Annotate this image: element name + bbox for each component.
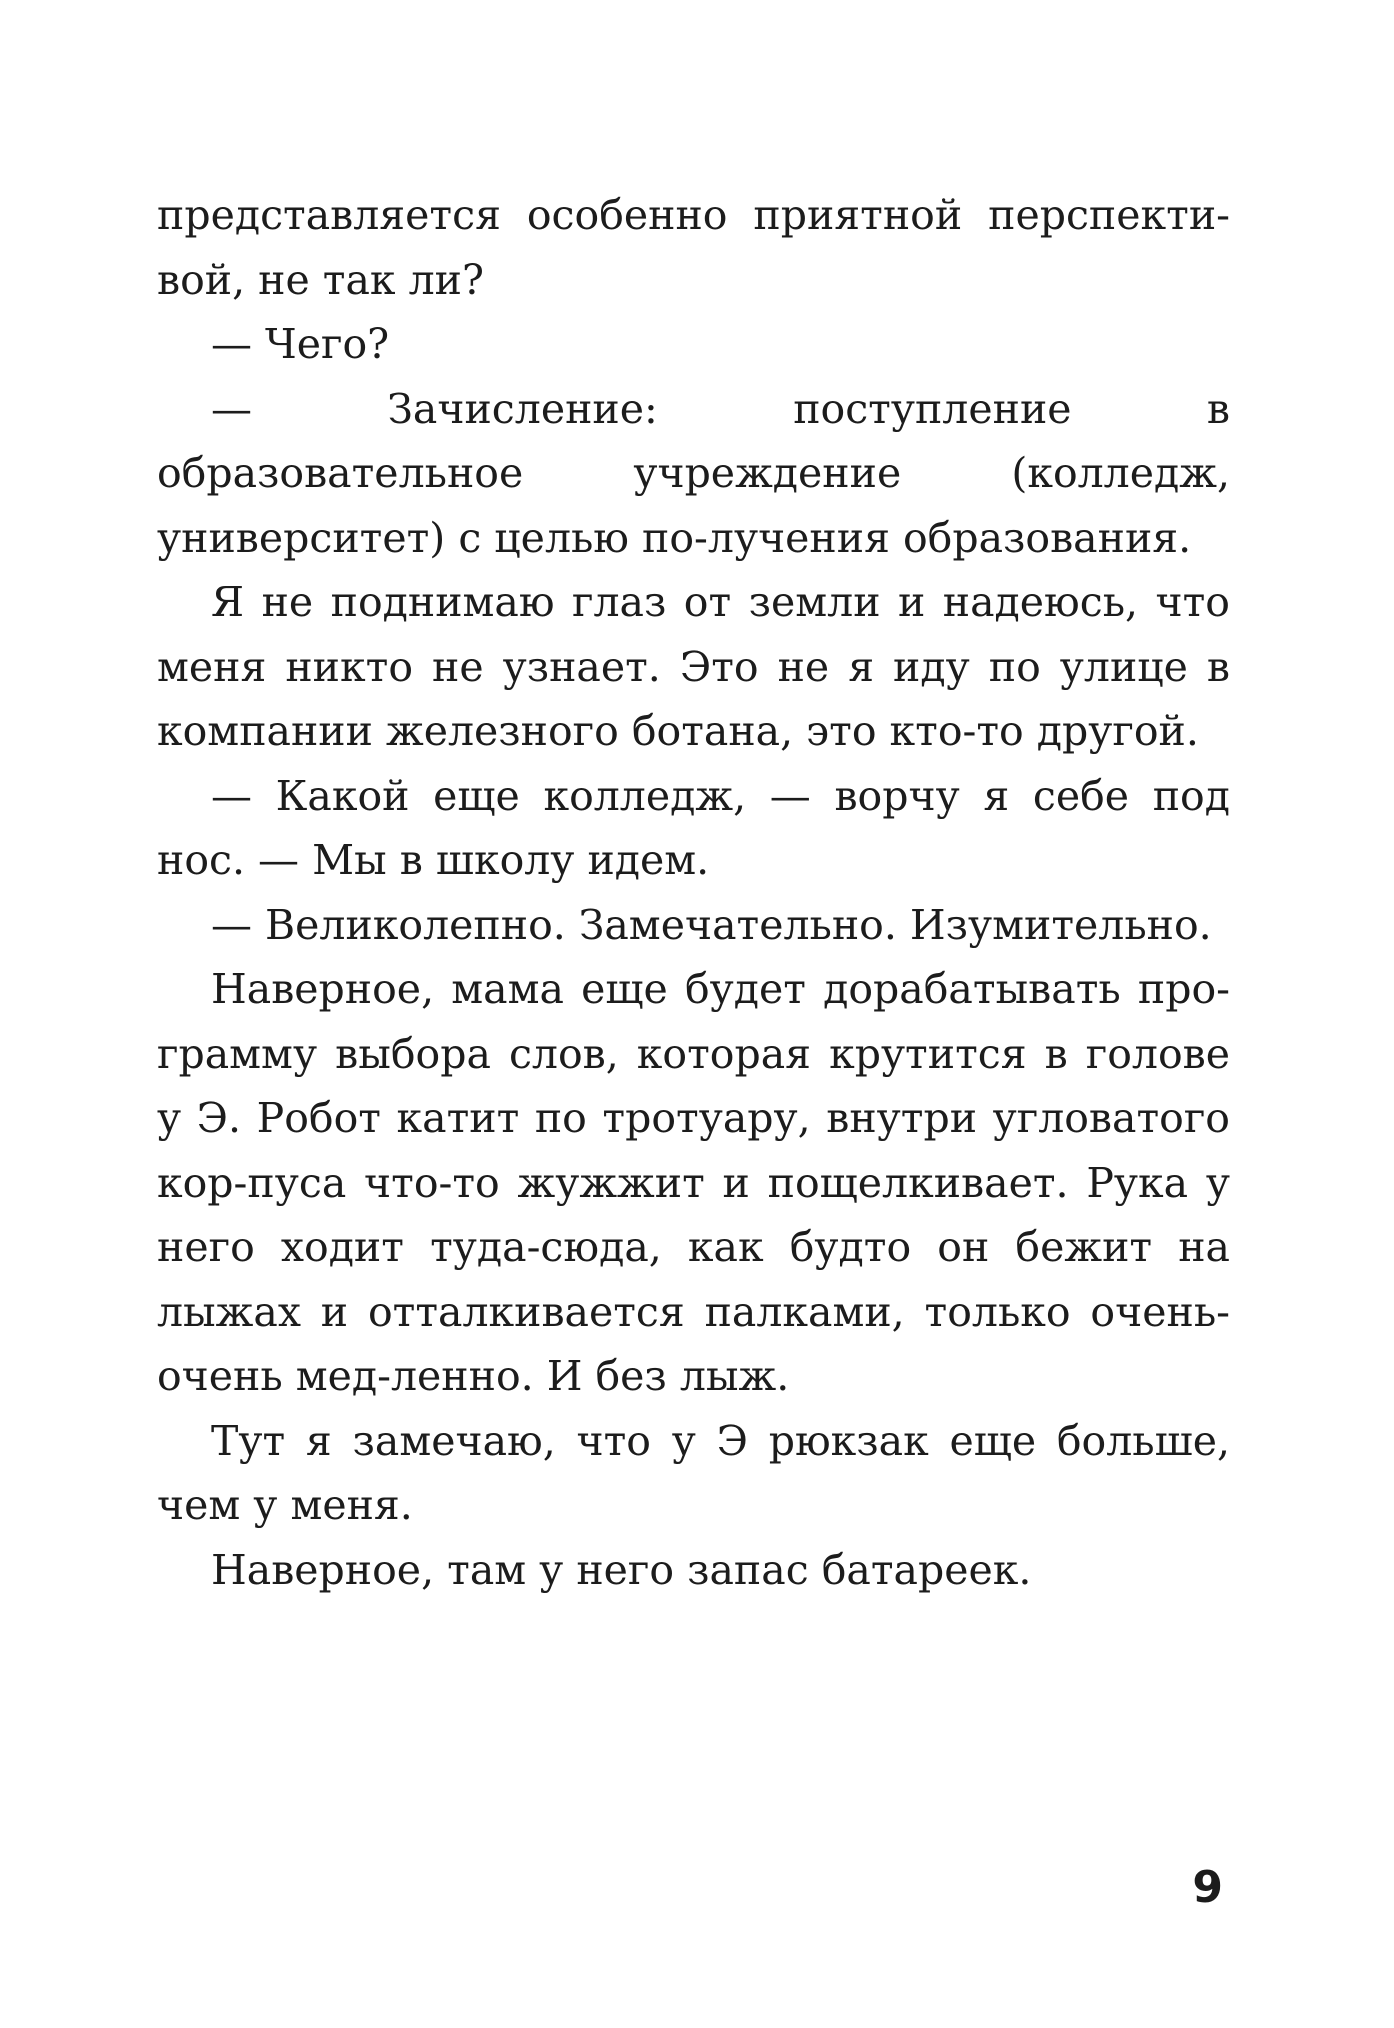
paragraph-5: — Какой еще колледж, — ворчу я себе под нос. — Мы в школу идем. [157, 771, 1230, 884]
page-number: 9 [1192, 1862, 1223, 1913]
paragraph-8: Тут я замечаю, что у Э рюкзак еще больше, чем у меня. [157, 1416, 1230, 1529]
paragraph-2: — Чего? [211, 320, 390, 368]
paragraph-3: — Зачисление: поступление в образовательное учреждение (колледж, университет) с целью по-лучения образования. [157, 384, 1230, 562]
paragraph-6: — Великолепно. Замечательно. Изумительно. [211, 900, 1212, 949]
paragraph-7: Наверное, мама еще будет дорабатывать про-грамму выбора слов, которая крутится в голове у Э. Робот катит по тротуару, внутри угловатого кор-пуса что-то жужжит и пощелкивает. Рука у него ходит туда-сюда, как будто он бежит на лыжах и отталкивается палками, только очень-очень мед-ленно. И без лыж. [157, 965, 1230, 1400]
paragraph-9: Наверное, там у него запас батареек. [211, 1545, 1032, 1594]
body-text [157, 183, 1230, 1602]
paragraph-1: представляется особенно приятной перспекти-вой, не так ли? [157, 191, 1230, 304]
paragraph-4: Я не поднимаю глаз от земли и надеюсь, что меня никто не узнает. Это не я иду по улице в компании железного ботана, это кто-то другой. [157, 578, 1230, 755]
